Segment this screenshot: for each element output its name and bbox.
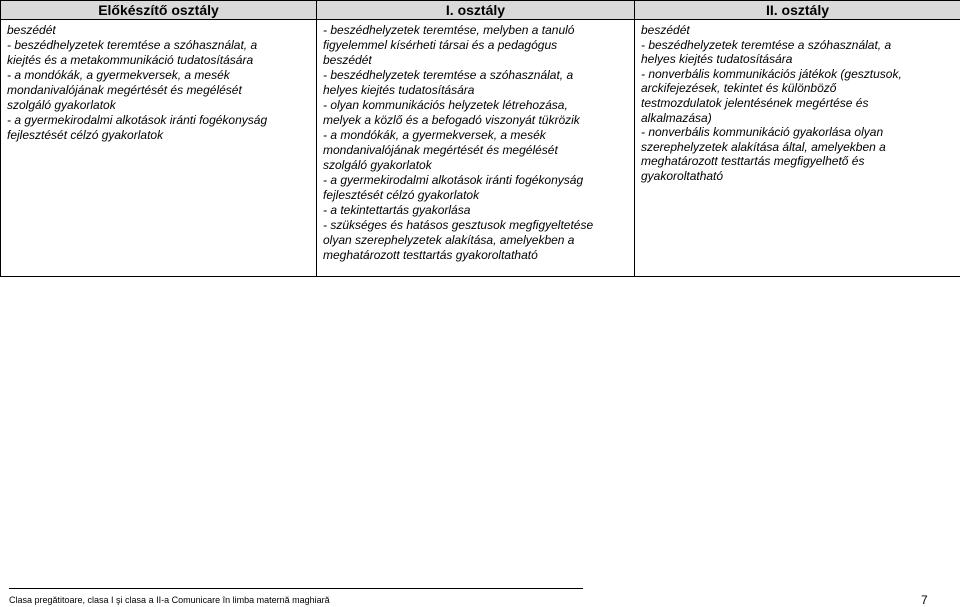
text-line: szerephelyzetek alakítása által, amelyekben a <box>641 139 886 154</box>
curriculum-table <box>0 0 960 277</box>
text-line: kiejtés és a metakommunikáció tudatosítására <box>7 53 254 67</box>
text-line: meghatározott testtartás megfigyelhető és <box>641 154 865 169</box>
text-line: - nonverbális kommunikációs játékok (gesztusok, <box>641 66 902 81</box>
text-line: - a mondókák, a gyermekversek, a mesék <box>323 128 546 142</box>
text-line: - beszédhelyzetek teremtése a szóhasználat, a <box>641 37 892 52</box>
text-line: - beszédhelyzetek teremtése a szóhasználat, a <box>7 38 258 52</box>
text-line: fejlesztését célzó gyakorlatok <box>323 188 480 202</box>
prep-class-list <box>7 23 312 143</box>
header-row <box>1 1 960 20</box>
text-line: meghatározott testtartás gyakoroltatható <box>323 248 538 262</box>
text-line: alkalmazása) <box>641 110 712 125</box>
cell-prep-class <box>1 20 317 277</box>
text-line: - szükséges és hatásos gesztusok megfigyeltetése <box>323 218 594 232</box>
content-row <box>1 20 960 277</box>
second-class-list <box>641 23 956 184</box>
text-line: figyelemmel kísérheti társai és a pedagógus <box>323 38 558 52</box>
text-line: beszédét <box>641 23 690 37</box>
text-line: beszédét <box>323 53 372 67</box>
footer-text: Clasa pregătitoare, clasa I şi clasa a II-a Comunicare în limba maternă maghiară <box>9 595 330 605</box>
text-line: arckifejezések, tekintet és különböző <box>641 81 837 96</box>
cell-second-class <box>635 20 960 277</box>
header-prep-class: Előkészítő osztály <box>1 1 317 20</box>
text-line: helyes kiejtés tudatosítására <box>641 52 793 67</box>
text-line: szolgáló gyakorlatok <box>7 98 116 112</box>
text-line: - olyan kommunikációs helyzetek létrehozása, <box>323 98 568 112</box>
header-second-class: II. osztály <box>635 1 960 20</box>
text-line: - beszédhelyzetek teremtése a szóhasználat, a <box>323 68 574 82</box>
text-line: olyan szerephelyzetek alakítása, amelyekben a <box>323 233 575 247</box>
text-line: - beszédhelyzetek teremtése, melyben a tanuló <box>323 23 575 37</box>
text-line: gyakoroltatható <box>641 168 724 183</box>
text-line: - a gyermekirodalmi alkotások iránti fogékonyság <box>7 113 268 127</box>
footer-divider <box>9 588 583 589</box>
text-line: testmozdulatok jelentésének megértése és <box>641 95 869 110</box>
text-line: szolgáló gyakorlatok <box>323 158 432 172</box>
text-line: mondanivalójának megértését és megélését <box>7 83 242 97</box>
page-number: 7 <box>921 593 928 607</box>
text-line: - a mondókák, a gyermekversek, a mesék <box>7 68 230 82</box>
text-line: mondanivalójának megértését és megélését <box>323 143 558 157</box>
text-line: fejlesztését célzó gyakorlatok <box>7 128 164 142</box>
text-line: - a tekintettartás gyakorlása <box>323 203 471 217</box>
text-line: - a gyermekirodalmi alkotások iránti fogékonyság <box>323 173 584 187</box>
cell-first-class <box>317 20 635 277</box>
text-line: helyes kiejtés tudatosítására <box>323 83 475 97</box>
header-first-class: I. osztály <box>317 1 635 20</box>
text-line: melyek a közlő és a befogadó viszonyát tükrözik <box>323 113 580 127</box>
first-class-list <box>323 23 630 263</box>
text-line: - nonverbális kommunikáció gyakorlása olyan <box>641 125 884 140</box>
text-line: beszédét <box>7 23 56 37</box>
